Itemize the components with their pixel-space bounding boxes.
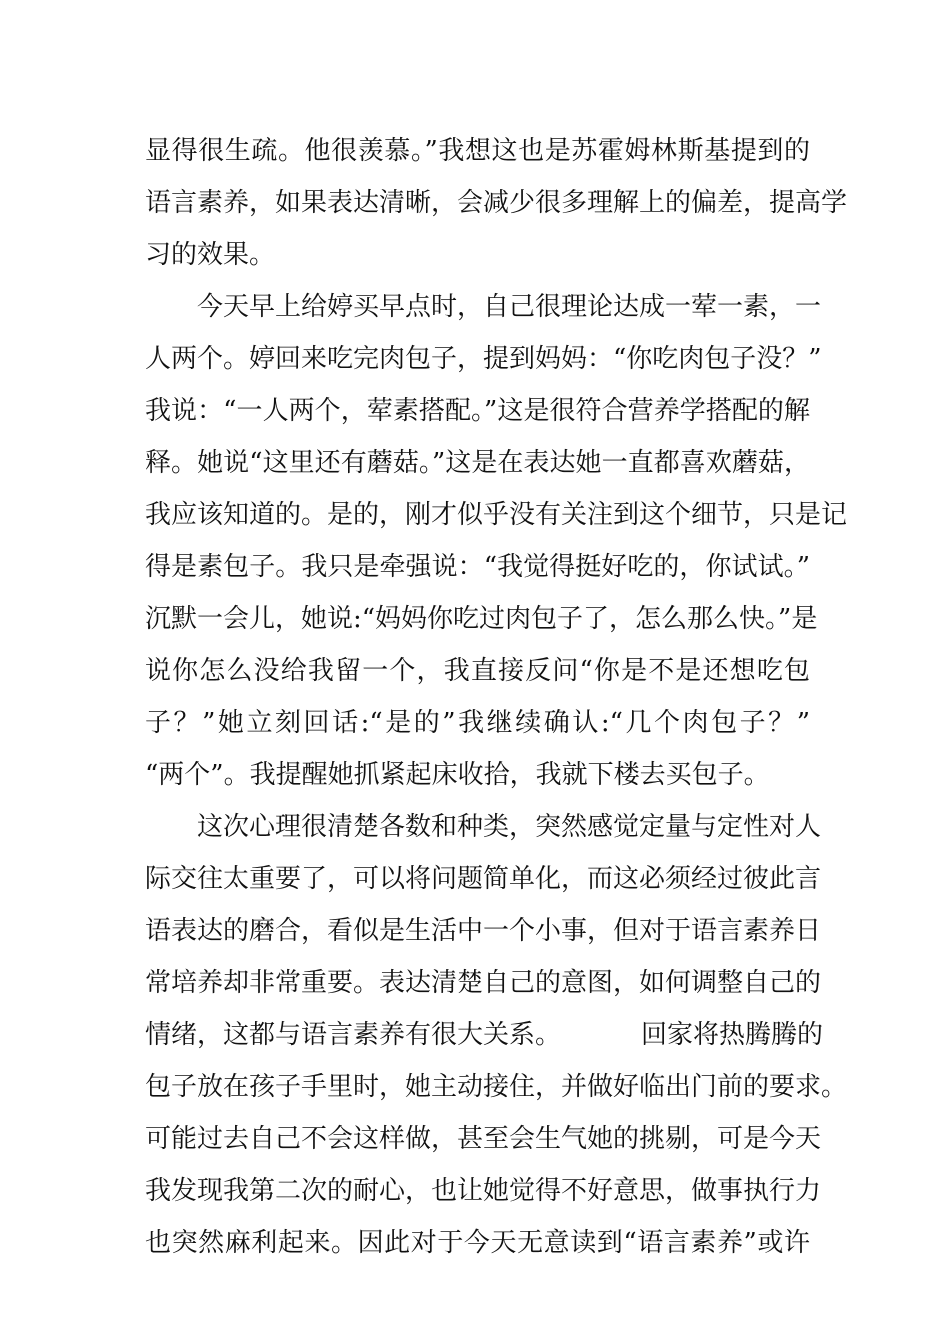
text-line: 子？”她立刻回话:“是的”我继续确认:“几个肉包子？” bbox=[145, 708, 810, 738]
text-line: 语言素养，如果表达清晰，会减少很多理解上的偏差，提高学 bbox=[145, 188, 848, 218]
text-line: 释。她说“这里还有蘑菇。”这是在表达她一直都喜欢蘑菇， bbox=[145, 448, 810, 478]
text-line: 包子放在孩子手里时，她主动接住，并做好临出门前的要求。 bbox=[145, 1072, 848, 1102]
text-line-split bbox=[145, 1009, 824, 1061]
text-line: 我应该知道的。是的，刚才似乎没有关注到这个细节，只是记 bbox=[145, 500, 848, 530]
text-line: 可能过去自己不会这样做，甚至会生气她的挑剔，可是今天 bbox=[145, 1124, 822, 1154]
text-line: 今天早上给婷买早点时，自己很理论达成一荤一素，一 bbox=[197, 292, 822, 322]
text-line: 我发现我第二次的耐心，也让她觉得不好意思，做事执行力 bbox=[145, 1176, 822, 1206]
text-line: 际交往太重要了，可以将问题简单化，而这必须经过彼此言 bbox=[145, 864, 822, 894]
text-segment: 情绪，这都与语言素养有很大关系。 bbox=[145, 1020, 562, 1050]
text-line: 我说：“一人两个，荤素搭配。”这是很符合营养学搭配的解 bbox=[145, 396, 810, 426]
text-line: 得是素包子。我只是牵强说：“我觉得挺好吃的，你试试。” bbox=[145, 552, 810, 582]
text-line: 也突然麻利起来。因此对于今天无意读到“语言素养”或许 bbox=[145, 1228, 810, 1258]
text-segment: 回家将热腾腾的 bbox=[641, 1020, 824, 1050]
text-line: 人两个。婷回来吃完肉包子，提到妈妈：“你吃肉包子没？” bbox=[145, 344, 822, 374]
text-line: 常培养却非常重要。表达清楚自己的意图，如何调整自己的 bbox=[145, 968, 822, 998]
text-line: 这次心理很清楚各数和种类，突然感觉定量与定性对人 bbox=[197, 812, 822, 842]
text-line: 显得很生疏。他很羡慕。”我想这也是苏霍姆林斯基提到的 bbox=[145, 136, 810, 166]
text-line: 说你怎么没给我留一个，我直接反问“你是不是还想吃包 bbox=[145, 656, 810, 686]
text-line: 习的效果。 bbox=[145, 240, 276, 270]
text-line: 语表达的磨合，看似是生活中一个小事，但对于语言素养日 bbox=[145, 916, 822, 946]
text-line: “两个”。我提醒她抓紧起床收拾，我就下楼去买包子。 bbox=[145, 760, 770, 790]
body-text bbox=[145, 125, 848, 1269]
text-line: 沉默一会儿，她说:“妈妈你吃过肉包子了，怎么那么快。”是 bbox=[145, 604, 818, 634]
